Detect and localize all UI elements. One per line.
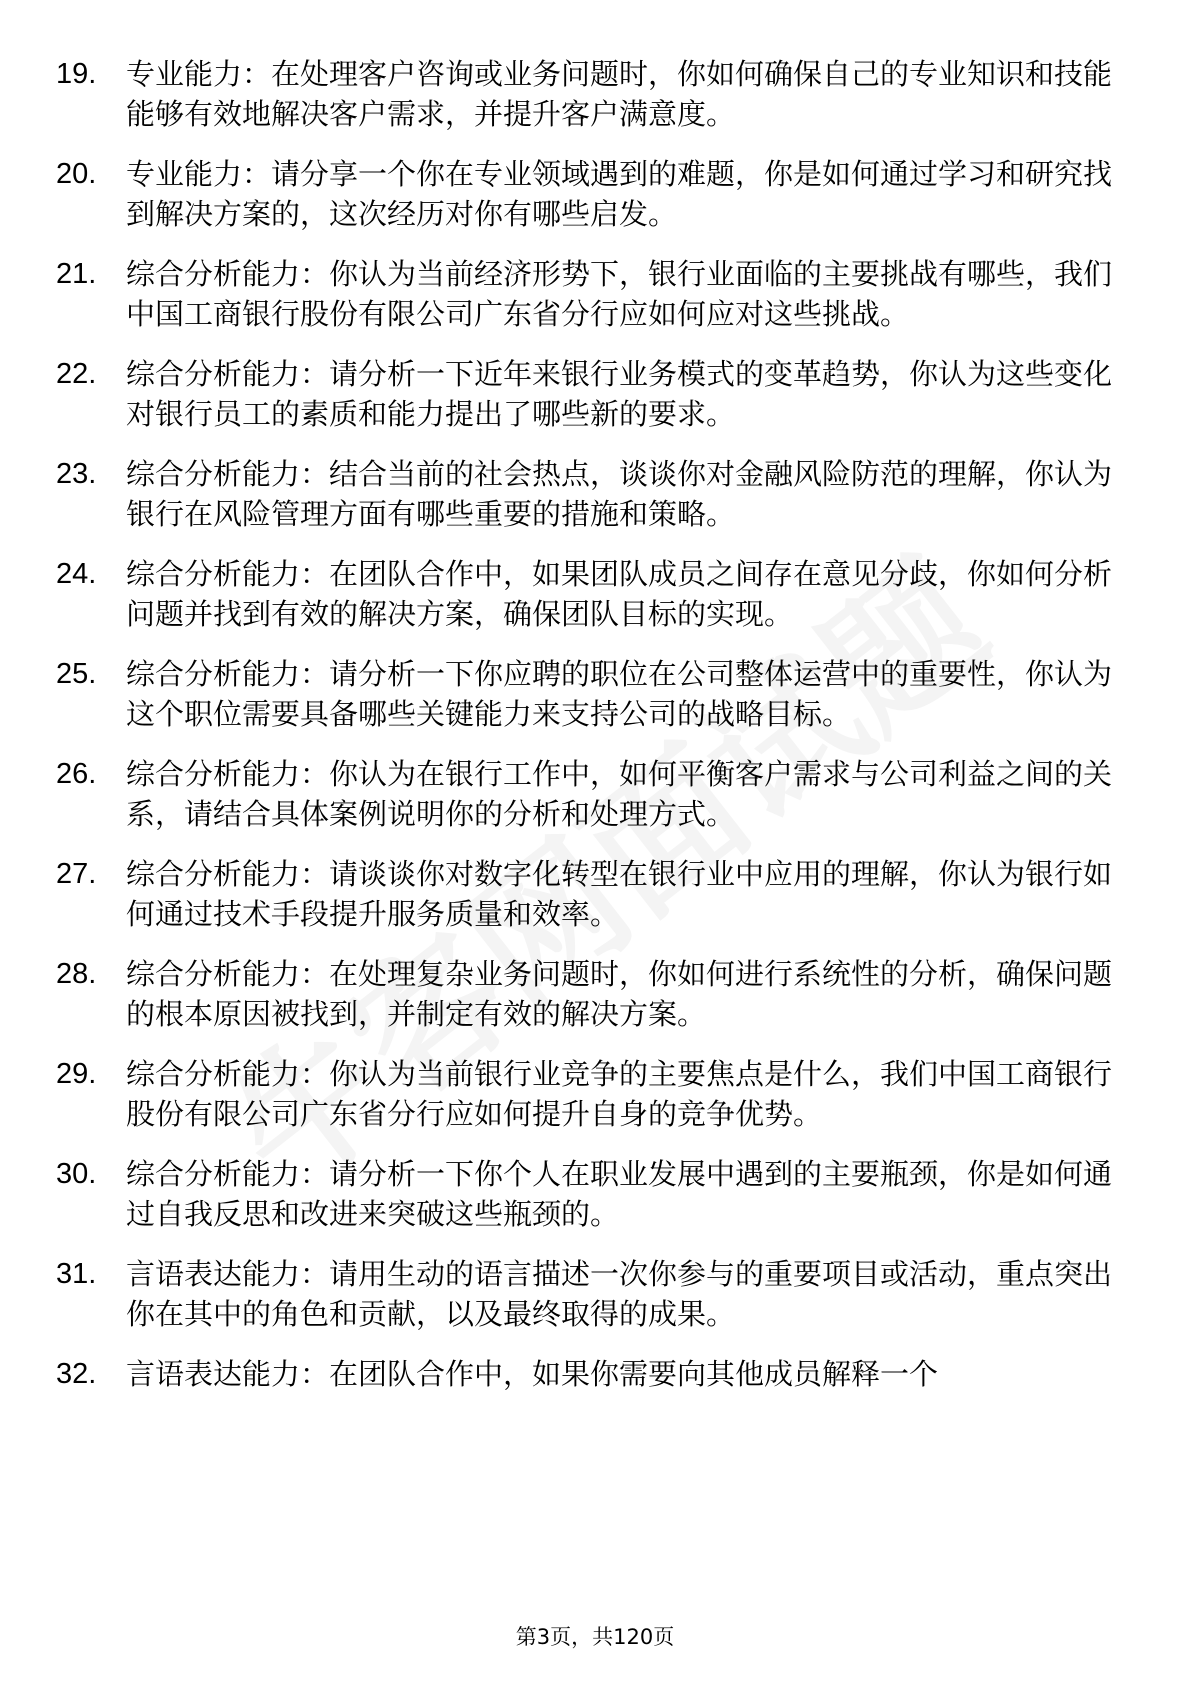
- question-item: [56, 554, 1116, 634]
- question-number: 23.: [56, 458, 97, 490]
- question-number: 29.: [56, 1058, 97, 1090]
- question-text: 综合分析能力：在处理复杂业务问题时，你如何进行系统性的分析，确保问题的根本原因被找到，并制定有效的解决方案。: [126, 957, 1113, 1031]
- question-text: 综合分析能力：在团队合作中，如果团队成员之间存在意见分歧，你如何分析问题并找到有效的解决方案，确保团队目标的实现。: [126, 557, 1113, 631]
- question-item: [56, 454, 1116, 534]
- question-text: 言语表达能力：在团队合作中，如果你需要向其他成员解释一个: [126, 1357, 939, 1391]
- question-item: [56, 854, 1116, 934]
- question-text: 言语表达能力：请用生动的语言描述一次你参与的重要项目或活动，重点突出你在其中的角色和贡献，以及最终取得的成果。: [126, 1257, 1113, 1331]
- question-item: [56, 254, 1116, 334]
- question-number: 22.: [56, 358, 97, 390]
- question-item: [56, 54, 1116, 134]
- question-text: 综合分析能力：你认为当前银行业竞争的主要焦点是什么，我们中国工商银行股份有限公司广东省分行应如何提升自身的竞争优势。: [126, 1057, 1113, 1131]
- question-number: 27.: [56, 858, 97, 890]
- question-number: 31.: [56, 1258, 97, 1290]
- question-item: [56, 1154, 1116, 1234]
- question-item: [56, 954, 1116, 1034]
- question-text: 专业能力：在处理客户咨询或业务问题时，你如何确保自己的专业知识和技能能够有效地解决客户需求，并提升客户满意度。: [126, 57, 1113, 131]
- question-text: 综合分析能力：请谈谈你对数字化转型在银行业中应用的理解，你认为银行如何通过技术手段提升服务质量和效率。: [126, 857, 1113, 931]
- question-text: 综合分析能力：你认为当前经济形势下，银行业面临的主要挑战有哪些，我们中国工商银行股份有限公司广东省分行应如何应对这些挑战。: [126, 257, 1113, 331]
- question-item: [56, 1354, 1116, 1394]
- question-list: [56, 54, 1116, 1414]
- question-item: [56, 654, 1116, 734]
- question-text: 综合分析能力：请分析一下你应聘的职位在公司整体运营中的重要性，你认为这个职位需要具备哪些关键能力来支持公司的战略目标。: [126, 657, 1113, 731]
- question-number: 21.: [56, 258, 97, 290]
- question-number: 28.: [56, 958, 97, 990]
- question-text: 综合分析能力：请分析一下你个人在职业发展中遇到的主要瓶颈，你是如何通过自我反思和改进来突破这些瓶颈的。: [126, 1157, 1113, 1231]
- question-item: [56, 154, 1116, 234]
- question-item: [56, 1254, 1116, 1334]
- question-number: 20.: [56, 158, 97, 190]
- question-number: 32.: [56, 1358, 97, 1390]
- question-item: [56, 354, 1116, 434]
- page-footer: 第3页，共120页: [515, 1625, 675, 1649]
- question-number: 19.: [56, 58, 97, 90]
- question-item: [56, 754, 1116, 834]
- question-text: 综合分析能力：结合当前的社会热点，谈谈你对金融风险防范的理解，你认为银行在风险管理方面有哪些重要的措施和策略。: [126, 457, 1113, 531]
- question-item: [56, 1054, 1116, 1134]
- question-text: 综合分析能力：请分析一下近年来银行业务模式的变革趋势，你认为这些变化对银行员工的素质和能力提出了哪些新的要求。: [126, 357, 1113, 431]
- question-text: 专业能力：请分享一个你在专业领域遇到的难题，你是如何通过学习和研究找到解决方案的，这次经历对你有哪些启发。: [126, 157, 1113, 231]
- question-number: 25.: [56, 658, 97, 690]
- question-number: 30.: [56, 1158, 97, 1190]
- question-number: 26.: [56, 758, 97, 790]
- question-number: 24.: [56, 558, 97, 590]
- question-text: 综合分析能力：你认为在银行工作中，如何平衡客户需求与公司利益之间的关系，请结合具体案例说明你的分析和处理方式。: [126, 757, 1113, 831]
